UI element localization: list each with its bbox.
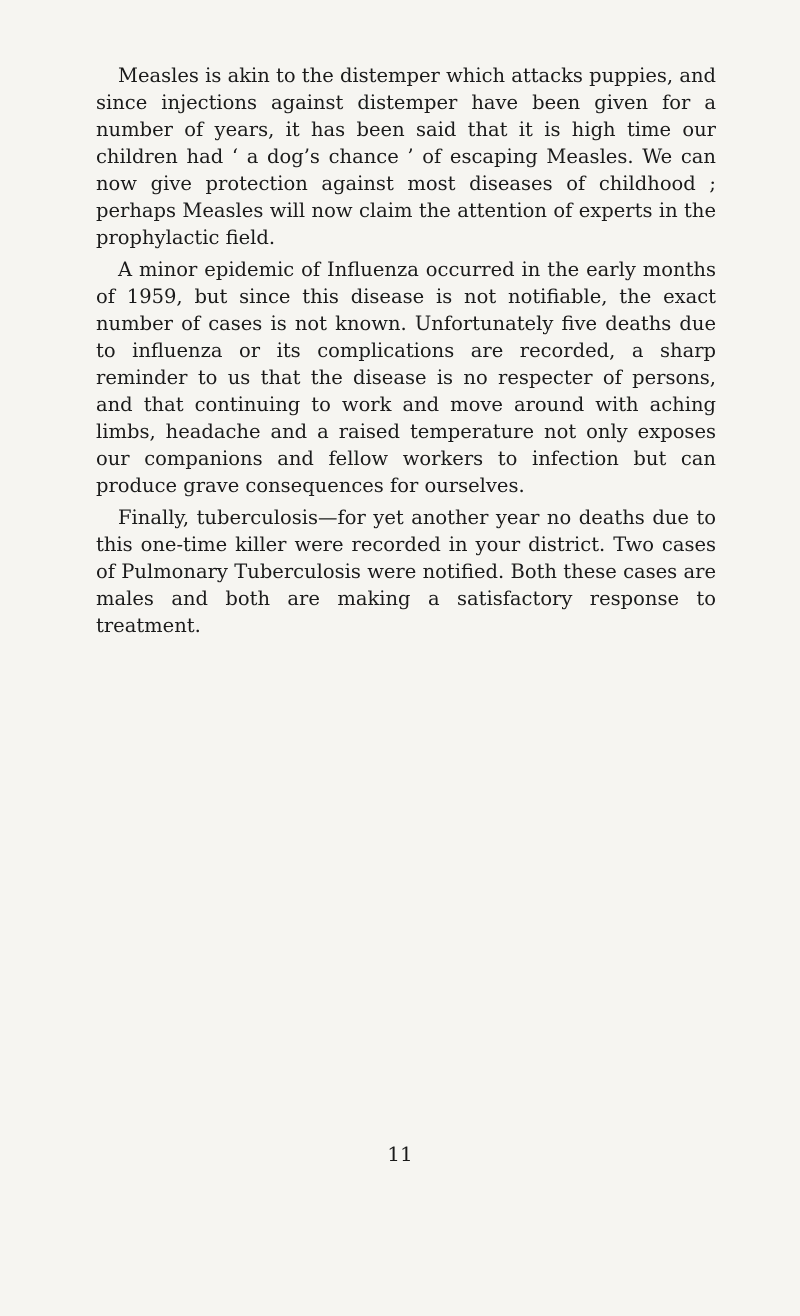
paragraph-influenza: A minor epidemic of Influenza occurred in the early months of 1959, but since this disease is not notifiable, the exact number of cases is not known. Unfortunately five deaths due to influenza or its complications are recorded, a sharp reminder to us that the disease is no respecter of persons, and that continuing to work and move around with aching limbs, headache and a raised temperature not only exposes our companions and fellow workers to infection but can produce grave consequences for ourselves. [96,258,716,497]
page-number: 11 [387,1142,413,1166]
body-text [96,62,716,644]
paragraph-tuberculosis: Finally, tuberculosis—for yet another year no deaths due to this one-time killer were recorded in your district. Two cases of Pulmonary Tuberculosis were notified. Both these cases are males and both are making a satisfactory response to treatment. [96,506,716,637]
paragraph-measles: Measles is akin to the distemper which attacks puppies, and since injections against distemper have been given for a number of years, it has been said that it is high time our children had ‘ a dog’s chance ’ of escaping Measles. We can now give protection against most diseases of childhood ; perhaps Measles will now claim the attention of experts in the prophylactic field. [96,64,716,249]
